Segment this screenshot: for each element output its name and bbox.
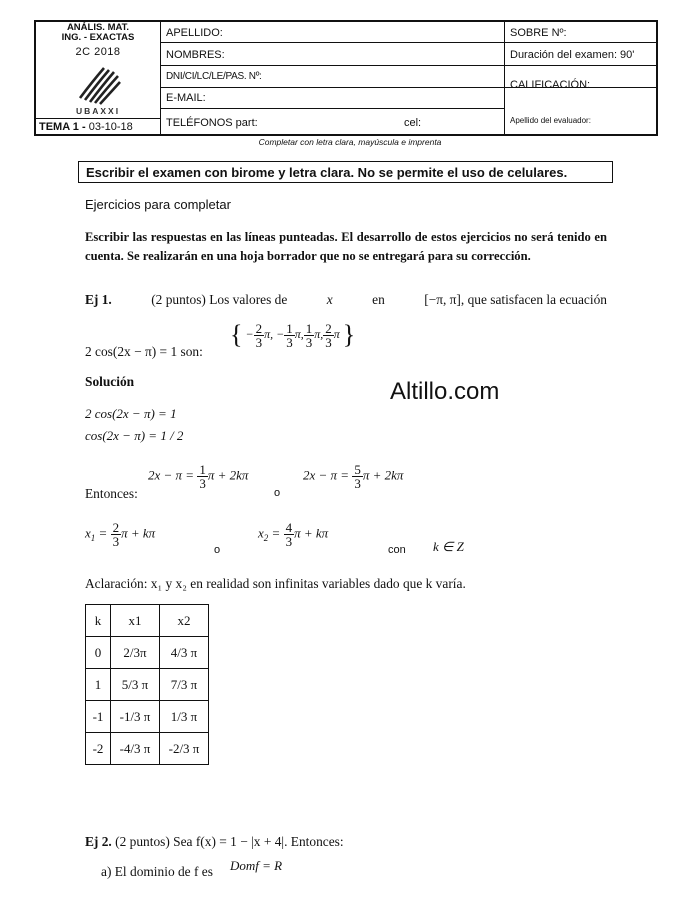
period: 2C 2018 [75,46,121,58]
table-cell: 1/3 π [160,701,209,733]
table-cell: -2/3 π [160,733,209,765]
ej1-label: Ej 1. [85,292,112,307]
ej2-label: Ej 2. [85,834,112,849]
aclaracion: Aclaración: x₁ y x₂ en realidad son infinitas variables dado que k varía. [85,576,466,591]
solution-step2: cos(2x − π) = 1 / 2 [85,428,184,443]
ej2-answer-a: Domf = R [230,858,283,873]
header-note: Completar con letra clara, mayúscula e imprenta [258,137,442,147]
table-cell: 4/3 π [160,637,209,669]
eq-b: 2x − π = $\frac{5}{3}$ π + 2kπ [303,462,404,491]
nombres-field[interactable]: NOMBRES: [166,49,225,61]
ej2-item-a: a) El dominio de f es [101,864,213,879]
ej1-answer: { − $\frac{2}{3}$ π, − $\frac{1}{3}$ π, $\frac{1}{3}$ π, $\frac{2}{3}$ π } [230,320,356,350]
telefonos-field[interactable]: TELÉFONOS part: [166,117,258,129]
email-field[interactable]: E-MAIL: [166,92,206,104]
calificacion-field[interactable]: CALIFICACIÓN: [510,79,591,91]
solution-title: Solución [85,374,135,389]
instructions-box: Escribir el examen con birome y letra clara. No se permite el uso de celulares. [78,161,613,183]
table-cell: 7/3 π [160,669,209,701]
table-row [86,637,209,669]
ej1-equation: 2 cos(2x − π) = 1 son: [85,344,203,359]
x1-formula: $x_1$ = $\frac{2}{3}$ π + kπ [85,520,156,549]
dni-field[interactable]: DNI/CI/LC/LE/PAS. Nº: [166,71,262,82]
k-in-z: k ∈ Z [433,539,464,554]
tema-label: TEMA 1 - 03-10-18 [39,121,133,133]
institution-name: ANÁLIS. MAT. ING. - EXACTAS [61,22,135,43]
section-title: Ejercicios para completar [85,197,231,212]
table-cell: 1 [86,669,111,701]
table-cell: 2/3π [111,637,160,669]
x2-formula: $x_2$ = $\frac{4}{3}$ π + kπ [258,520,329,549]
institution-cell [36,22,161,134]
table-row [86,701,209,733]
duracion-label: Duración del examen: 90' [510,49,635,61]
solution-table [85,604,209,765]
evaluador-field[interactable]: Apellido del evaluador: [510,116,591,125]
table-cell: -1/3 π [111,701,160,733]
ej2-statement: Ej 2. (2 puntos) Sea f(x) = 1 − |x + 4|. Entonces: [85,834,344,849]
or-1: o [274,487,281,499]
table-row [86,669,209,701]
apellido-field[interactable]: APELLIDO: [166,27,223,39]
logo-text: UBAXXI [75,106,121,116]
uba-logo-icon [76,62,122,106]
table-cell: -4/3 π [111,733,160,765]
exam-header [34,20,658,136]
con-label: con [388,544,406,556]
table-header-row [86,605,209,637]
watermark: Altillo.com [390,378,500,405]
eq-a: 2x − π = $\frac{1}{3}$ π + 2kπ [148,462,249,491]
or-2: o [214,544,221,556]
table-cell: -1 [86,701,111,733]
header-x2: x2 [160,605,209,637]
header-k: k [86,605,111,637]
table-row [86,733,209,765]
table-cell: 5/3 π [111,669,160,701]
ej1-statement: Ej 1. (2 puntos) Los valores de x en [−π, π], que satisfacen la ecuación [85,292,607,307]
instructions-paragraph: Escribir las respuestas en las líneas punteadas. El desarrollo de estos ejercicios no será tenido en cuenta. Se realizarán en una hoja borrador que no se entregará para su corrección. [85,230,607,263]
sobre-field[interactable]: SOBRE Nº: [510,27,567,39]
header-x1: x1 [111,605,160,637]
table-cell: -2 [86,733,111,765]
solution-step1: 2 cos(2x − π) = 1 [85,406,177,421]
entonces-label: Entonces: [85,486,138,501]
table-cell: 0 [86,637,111,669]
cel-field[interactable]: cel: [404,117,422,129]
